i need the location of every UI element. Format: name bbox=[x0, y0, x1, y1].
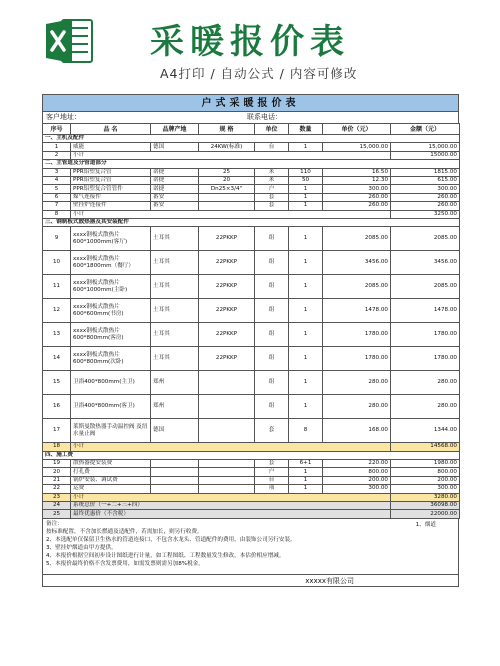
cell-amount: 300.00 bbox=[391, 185, 460, 193]
cell-brand: 土耳其 bbox=[151, 299, 199, 323]
cell-price: 1478.00 bbox=[323, 299, 391, 323]
excel-icon bbox=[42, 14, 96, 68]
cell-price: 2085.00 bbox=[323, 275, 391, 299]
col-header: 规 格 bbox=[199, 124, 255, 135]
cell-no: 18 bbox=[43, 443, 71, 451]
cell-brand: 土耳其 bbox=[151, 323, 199, 347]
table-row bbox=[43, 371, 460, 395]
cell-name: xxxx钢板式散热片 600*600mm(书房) bbox=[71, 299, 151, 323]
cell-qty: 1 bbox=[289, 476, 323, 484]
customer-info-row bbox=[42, 112, 459, 123]
cell-qty: 1 bbox=[289, 299, 323, 323]
cell-amount: 615.00 bbox=[391, 176, 460, 184]
cell-brand: 郑州 bbox=[151, 395, 199, 419]
cell-name: xxxx钢板式散热片 600*800mm(客房) bbox=[71, 323, 151, 347]
cell-name: 莱斯曼散热器手动温控阀 及纽水量止阀 bbox=[71, 419, 151, 443]
cell-brand: 土耳其 bbox=[151, 251, 199, 275]
table-row bbox=[43, 468, 460, 476]
cell-no: 25 bbox=[43, 510, 71, 518]
cell-no: 13 bbox=[43, 323, 71, 347]
col-header: 单位 bbox=[255, 124, 289, 135]
cell-unit: 户 bbox=[255, 185, 289, 193]
cell-qty: 1 bbox=[289, 371, 323, 395]
notes-block bbox=[42, 519, 459, 575]
cell-price: 16.50 bbox=[323, 168, 391, 176]
cell-spec: 22PKKP bbox=[199, 227, 255, 251]
table-row bbox=[43, 168, 460, 176]
col-header: 序号 bbox=[43, 124, 71, 135]
cell-no: 10 bbox=[43, 251, 71, 275]
cell-price: 2085.00 bbox=[323, 227, 391, 251]
cell-qty: 1 bbox=[289, 143, 323, 151]
col-header: 单价（元） bbox=[323, 124, 391, 135]
cell-no: 23 bbox=[43, 493, 71, 501]
table-row bbox=[43, 193, 460, 201]
cell-spec: 22PKKP bbox=[199, 251, 255, 275]
cell-price: 1780.00 bbox=[323, 347, 391, 371]
sheet-title: 户式采暖报价表 bbox=[42, 94, 459, 112]
cell-no: 15 bbox=[43, 371, 71, 395]
cell-amount: 1780.00 bbox=[391, 347, 460, 371]
cell-unit: 组 bbox=[255, 275, 289, 299]
cell-name: 系统总价（一+二+三+四） bbox=[71, 502, 391, 510]
cell-qty: 1 bbox=[289, 227, 323, 251]
cell-amount: 3456.00 bbox=[391, 251, 460, 275]
cell-no: 7 bbox=[43, 202, 71, 210]
cell-amount: 14568.00 bbox=[391, 443, 460, 451]
subtotal-row bbox=[43, 502, 460, 510]
cell-unit: 套 bbox=[255, 419, 289, 443]
cell-price: 800.00 bbox=[323, 468, 391, 476]
note-line: 4、本报价根据空间初步设计图纸进行计量，如工程图纸、工程数量发生修改，本估价相应增减。 bbox=[46, 552, 285, 559]
cell-unit: 组 bbox=[255, 347, 289, 371]
cell-spec: 22PKKP bbox=[199, 347, 255, 371]
table-row bbox=[43, 485, 460, 493]
cell-spec bbox=[199, 476, 255, 484]
customer-address-label: 客户地址： bbox=[46, 113, 81, 121]
section-row bbox=[43, 160, 460, 168]
cell-amount: 800.00 bbox=[391, 468, 460, 476]
cell-name: 壁挂炉连接件 bbox=[71, 202, 151, 210]
table-row bbox=[43, 202, 460, 210]
cell-name: 打孔费 bbox=[71, 468, 151, 476]
subtotal-row bbox=[43, 493, 460, 501]
cell-amount: 15,000.00 bbox=[391, 143, 460, 151]
cell-amount: 280.00 bbox=[391, 395, 460, 419]
cell-no: 5 bbox=[43, 185, 71, 193]
cell-name: 运费 bbox=[71, 485, 151, 493]
cell-name: 小计 bbox=[71, 210, 391, 218]
cell-no: 21 bbox=[43, 476, 71, 484]
cell-spec: 22PKKP bbox=[199, 275, 255, 299]
cell-no: 3 bbox=[43, 168, 71, 176]
cell-name: 小计 bbox=[71, 493, 391, 501]
section-row bbox=[43, 218, 460, 226]
cell-spec: 20 bbox=[199, 176, 255, 184]
phone-label: 联系电话： bbox=[247, 113, 282, 121]
cell-brand: 德国 bbox=[151, 143, 199, 151]
table-row bbox=[43, 476, 460, 484]
quote-sheet bbox=[42, 94, 459, 587]
section-title: 二、主管道及分管道部分 bbox=[43, 160, 460, 168]
col-header: 品牌产地 bbox=[151, 124, 199, 135]
section-title: 四、施工费 bbox=[43, 451, 460, 459]
cell-name: 锅炉安装、调试费 bbox=[71, 476, 151, 484]
quote-table bbox=[42, 123, 460, 519]
cell-name: 卫浴400*800mm(主卫) bbox=[71, 371, 151, 395]
cell-amount: 36098.00 bbox=[391, 502, 460, 510]
cell-unit: 台 bbox=[255, 476, 289, 484]
cell-price: 260.00 bbox=[323, 202, 391, 210]
cell-name: 小计 bbox=[71, 443, 391, 451]
cell-unit: 米 bbox=[255, 176, 289, 184]
cell-price: 300.00 bbox=[323, 485, 391, 493]
cell-name: PPR铝塑复合管管件 bbox=[71, 185, 151, 193]
table-row bbox=[43, 251, 460, 275]
cell-amount: 300.00 bbox=[391, 485, 460, 493]
cell-spec bbox=[199, 485, 255, 493]
cell-spec: 25 bbox=[199, 168, 255, 176]
cell-unit: 台 bbox=[255, 143, 289, 151]
table-row bbox=[43, 323, 460, 347]
cell-name: PPR铝塑复合管 bbox=[71, 176, 151, 184]
cell-price: 300.00 bbox=[323, 185, 391, 193]
cell-no: 17 bbox=[43, 419, 71, 443]
page-title: 采暖报价表 bbox=[150, 22, 350, 62]
subtotal-row bbox=[43, 210, 460, 218]
cell-price: 280.00 bbox=[323, 371, 391, 395]
cell-qty: 1 bbox=[289, 323, 323, 347]
cell-qty: 110 bbox=[289, 168, 323, 176]
section-title: 三、钢制板式散热器及其安装配件 bbox=[43, 218, 460, 226]
cell-amount: 3250.00 bbox=[391, 210, 460, 218]
cell-no: 19 bbox=[43, 460, 71, 468]
table-row bbox=[43, 347, 460, 371]
cell-spec bbox=[199, 460, 255, 468]
cell-unit: 户 bbox=[255, 468, 289, 476]
cell-no: 12 bbox=[43, 299, 71, 323]
cell-brand: 郑州 bbox=[151, 371, 199, 395]
page-subtitle: A4打印 / 自动公式 / 内容可修改 bbox=[160, 66, 358, 81]
cell-no: 24 bbox=[43, 502, 71, 510]
cell-qty: 1 bbox=[289, 468, 323, 476]
cell-unit: 套 bbox=[255, 460, 289, 468]
cell-price: 3456.00 bbox=[323, 251, 391, 275]
cell-amount: 200.00 bbox=[391, 476, 460, 484]
cell-amount: 22000.00 bbox=[391, 510, 460, 518]
cell-unit: 组 bbox=[255, 251, 289, 275]
table-row bbox=[43, 275, 460, 299]
cell-amount: 260.00 bbox=[391, 202, 460, 210]
cell-qty: 1 bbox=[289, 251, 323, 275]
cell-unit: 米 bbox=[255, 168, 289, 176]
cell-qty: 1 bbox=[289, 347, 323, 371]
table-row bbox=[43, 460, 460, 468]
cell-spec bbox=[199, 468, 255, 476]
cell-amount: 1478.00 bbox=[391, 299, 460, 323]
cell-unit: 组 bbox=[255, 323, 289, 347]
cell-name: 威能 bbox=[71, 143, 151, 151]
cell-name: xxxx钢板式散热片 600*800mm(次卧) bbox=[71, 347, 151, 371]
cell-brand bbox=[151, 485, 199, 493]
cell-name: PPR铝塑复合管 bbox=[71, 168, 151, 176]
page-note: 1、烟道 bbox=[415, 521, 436, 528]
cell-spec: Dn25×3/4" bbox=[199, 185, 255, 193]
cell-unit: 组 bbox=[255, 395, 289, 419]
cell-spec bbox=[199, 371, 255, 395]
cell-price: 220.00 bbox=[323, 460, 391, 468]
table-row bbox=[43, 419, 460, 443]
cell-no: 22 bbox=[43, 485, 71, 493]
cell-spec bbox=[199, 419, 255, 443]
cell-amount: 1980.00 bbox=[391, 460, 460, 468]
cell-brand bbox=[151, 460, 199, 468]
cell-brand: 番安 bbox=[151, 193, 199, 201]
subtotal-row bbox=[43, 151, 460, 159]
company-name: xxxxx有限公司 bbox=[42, 575, 459, 587]
table-row bbox=[43, 395, 460, 419]
page-header bbox=[0, 0, 500, 88]
cell-amount: 2085.00 bbox=[391, 227, 460, 251]
cell-brand: 土耳其 bbox=[151, 227, 199, 251]
col-header: 品 名 bbox=[71, 124, 151, 135]
col-header: 数量 bbox=[289, 124, 323, 135]
cell-qty: 50 bbox=[289, 176, 323, 184]
cell-name: 煤气连接件 bbox=[71, 193, 151, 201]
section-row bbox=[43, 135, 460, 143]
cell-no: 4 bbox=[43, 176, 71, 184]
col-header: 金额（元） bbox=[391, 124, 460, 135]
cell-name: xxxx钢板式散热片 600*1800mm（餐厅） bbox=[71, 251, 151, 275]
cell-price: 12.30 bbox=[323, 176, 391, 184]
cell-no: 8 bbox=[43, 210, 71, 218]
cell-qty: 1 bbox=[289, 395, 323, 419]
table-row bbox=[43, 176, 460, 184]
cell-brand bbox=[151, 476, 199, 484]
table-row bbox=[43, 185, 460, 193]
cell-brand: 诺捷 bbox=[151, 168, 199, 176]
cell-no: 2 bbox=[43, 151, 71, 159]
cell-brand: 番安 bbox=[151, 202, 199, 210]
cell-qty: 1 bbox=[289, 275, 323, 299]
cell-brand: 诺捷 bbox=[151, 176, 199, 184]
cell-amount: 1780.00 bbox=[391, 323, 460, 347]
cell-spec bbox=[199, 395, 255, 419]
cell-spec bbox=[199, 202, 255, 210]
cell-brand: 德国 bbox=[151, 419, 199, 443]
cell-price: 1780.00 bbox=[323, 323, 391, 347]
cell-price: 280.00 bbox=[323, 395, 391, 419]
cell-amount: 2085.00 bbox=[391, 275, 460, 299]
cell-unit: 项 bbox=[255, 485, 289, 493]
cell-qty: 6+1 bbox=[289, 460, 323, 468]
cell-qty: 8 bbox=[289, 419, 323, 443]
cell-brand: 诺捷 bbox=[151, 185, 199, 193]
cell-qty: 1 bbox=[289, 193, 323, 201]
cell-no: 9 bbox=[43, 227, 71, 251]
cell-brand: 土耳其 bbox=[151, 347, 199, 371]
cell-amount: 1815.00 bbox=[391, 168, 460, 176]
cell-no: 11 bbox=[43, 275, 71, 299]
cell-qty: 1 bbox=[289, 485, 323, 493]
cell-amount: 15000.00 bbox=[391, 151, 460, 159]
table-body bbox=[43, 135, 460, 519]
cell-no: 16 bbox=[43, 395, 71, 419]
cell-price: 15,000.00 bbox=[323, 143, 391, 151]
cell-unit: 套 bbox=[255, 202, 289, 210]
note-line: 2、本选配单仅保留卫生热水的管道连接口，不包含水龙头、管道配件的费用，由装饰公司另行安装。 bbox=[46, 536, 296, 543]
cell-spec: 22PKKP bbox=[199, 323, 255, 347]
table-row bbox=[43, 143, 460, 151]
table-row bbox=[43, 299, 460, 323]
cell-no: 1 bbox=[43, 143, 71, 151]
cell-qty: 1 bbox=[289, 185, 323, 193]
notes-label: 备注： bbox=[46, 520, 63, 527]
section-title: 一、主机及配件 bbox=[43, 135, 460, 143]
cell-name: xxxx钢板式散热片 600*1000mm(客厅) bbox=[71, 227, 151, 251]
cell-spec bbox=[199, 193, 255, 201]
cell-brand bbox=[151, 468, 199, 476]
table-header-row bbox=[43, 124, 460, 135]
note-line: 5、本报价最终价格不含发票费用，如需发票则需另加8%税金。 bbox=[46, 560, 204, 567]
note-line: 3、壁挂炉烟道由甲方提供。 bbox=[46, 544, 117, 551]
section-row bbox=[43, 451, 460, 459]
cell-price: 200.00 bbox=[323, 476, 391, 484]
cell-amount: 1344.00 bbox=[391, 419, 460, 443]
cell-name: xxxx钢板式散热片 600*1000mm(主卧) bbox=[71, 275, 151, 299]
cell-name: 最终优惠价（不含税） bbox=[71, 510, 391, 518]
cell-price: 168.00 bbox=[323, 419, 391, 443]
cell-unit: 组 bbox=[255, 371, 289, 395]
cell-unit: 组 bbox=[255, 227, 289, 251]
cell-name: 小计 bbox=[71, 151, 391, 159]
cell-name: 散热器提安装费 bbox=[71, 460, 151, 468]
cell-unit: 组 bbox=[255, 299, 289, 323]
note-line: 按标准配置，不含加长燃通及适配件，若需加长，则另行收费。 bbox=[46, 528, 203, 535]
cell-price: 260.00 bbox=[323, 193, 391, 201]
cell-name: 卫浴400*800mm(客卫) bbox=[71, 395, 151, 419]
cell-qty: 1 bbox=[289, 202, 323, 210]
subtotal-row bbox=[43, 443, 460, 451]
cell-spec: 24KW(标准) bbox=[199, 143, 255, 151]
cell-amount: 260.00 bbox=[391, 193, 460, 201]
cell-no: 6 bbox=[43, 193, 71, 201]
cell-unit: 套 bbox=[255, 193, 289, 201]
subtotal-row bbox=[43, 510, 460, 518]
cell-amount: 280.00 bbox=[391, 371, 460, 395]
cell-spec: 22PKKP bbox=[199, 299, 255, 323]
cell-no: 20 bbox=[43, 468, 71, 476]
table-row bbox=[43, 227, 460, 251]
cell-brand: 土耳其 bbox=[151, 275, 199, 299]
cell-no: 14 bbox=[43, 347, 71, 371]
cell-amount: 3280.00 bbox=[391, 493, 460, 501]
